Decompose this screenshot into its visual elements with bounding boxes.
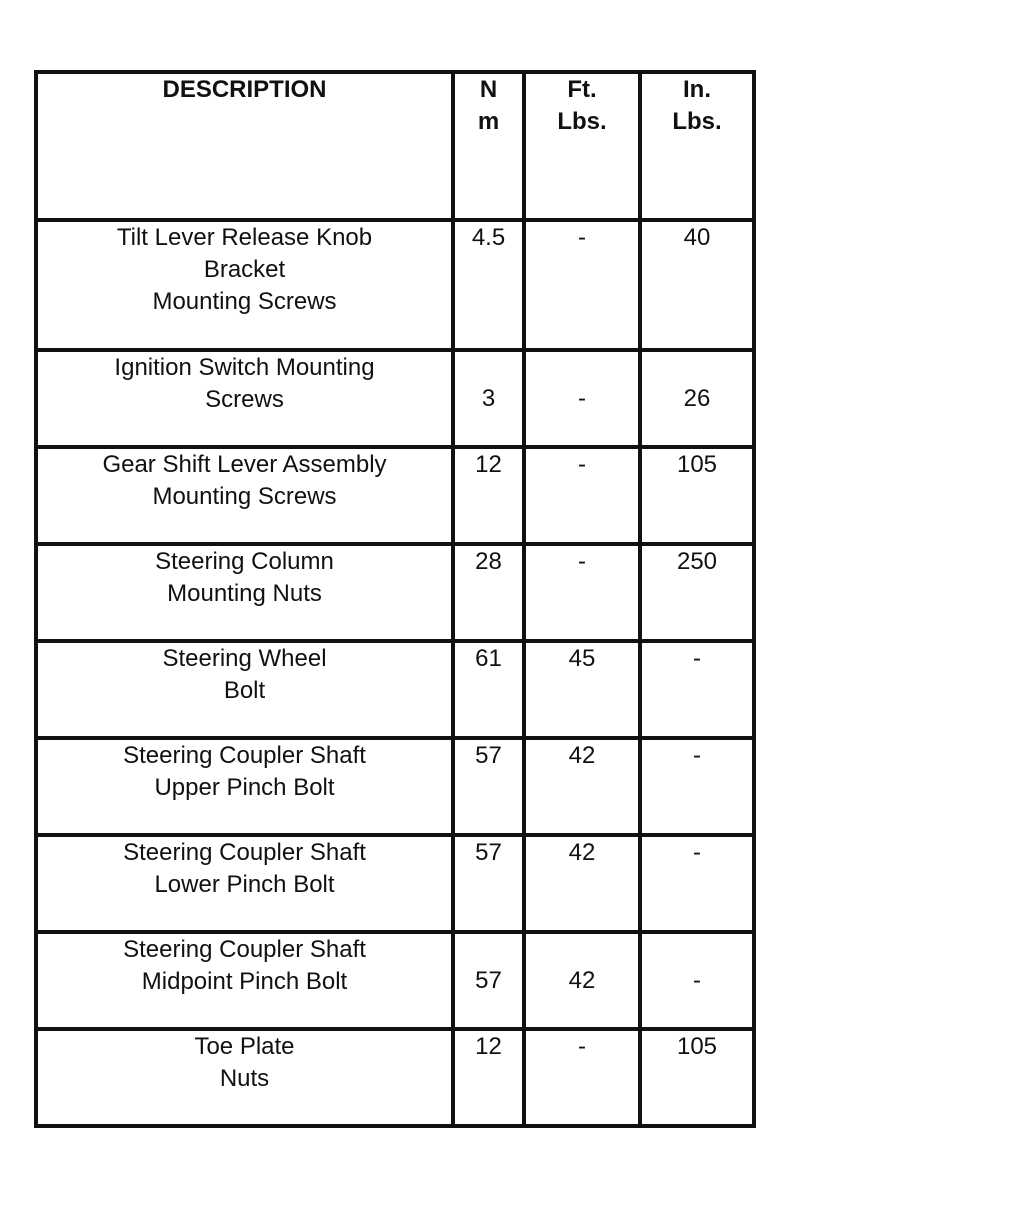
row-ft-lbs-value: 42 xyxy=(524,835,640,932)
row-nm-value: 57 xyxy=(453,738,524,835)
table-row xyxy=(36,835,754,932)
header-in-lbs xyxy=(640,72,754,220)
description-line: Nuts xyxy=(219,1065,270,1092)
description-line: Steering Column xyxy=(155,548,334,575)
description-line: Mounting Screws xyxy=(152,483,337,510)
header-description: DESCRIPTION xyxy=(36,72,453,220)
row-nm-value: 57 xyxy=(453,932,524,1029)
header-nm-line2: m xyxy=(477,108,500,135)
table-row xyxy=(36,1029,754,1126)
row-ft-lbs-value: - xyxy=(524,1029,640,1126)
description-line: Steering Coupler Shaft xyxy=(123,742,366,769)
row-in-lbs-value: 40 xyxy=(640,220,754,350)
row-description xyxy=(36,738,453,835)
row-nm-value: 61 xyxy=(453,641,524,738)
row-in-lbs-value: 105 xyxy=(640,447,754,544)
description-line: Toe Plate xyxy=(194,1033,295,1060)
description-line: Steering Wheel xyxy=(162,645,327,672)
torque-spec-table xyxy=(34,70,756,1128)
row-ft-lbs-value: - xyxy=(524,350,640,447)
row-description xyxy=(36,932,453,1029)
row-ft-lbs-value: - xyxy=(524,220,640,350)
row-nm-value: 57 xyxy=(453,835,524,932)
description-line: Lower Pinch Bolt xyxy=(154,871,335,898)
description-line: Steering Coupler Shaft xyxy=(123,936,366,963)
description-line: Ignition Switch Mounting xyxy=(114,354,375,381)
description-line: Mounting Screws xyxy=(152,288,337,315)
table-row xyxy=(36,447,754,544)
description-line: Upper Pinch Bolt xyxy=(154,774,335,801)
row-description xyxy=(36,220,453,350)
description-line: Tilt Lever Release Knob xyxy=(116,224,373,251)
header-row xyxy=(36,72,754,220)
row-description xyxy=(36,350,453,447)
row-in-lbs-value: - xyxy=(640,932,754,1029)
header-in-line2: Lbs. xyxy=(672,108,722,135)
row-description xyxy=(36,544,453,641)
table-row xyxy=(36,220,754,350)
header-ft-line2: Lbs. xyxy=(557,108,607,135)
row-nm-value: 3 xyxy=(453,350,524,447)
row-in-lbs-value: 250 xyxy=(640,544,754,641)
row-in-lbs-value: - xyxy=(640,835,754,932)
table-row xyxy=(36,738,754,835)
header-ft-lbs xyxy=(524,72,640,220)
row-nm-value: 12 xyxy=(453,1029,524,1126)
description-line: Steering Coupler Shaft xyxy=(123,839,366,866)
row-in-lbs-value: 105 xyxy=(640,1029,754,1126)
row-ft-lbs-value: 42 xyxy=(524,932,640,1029)
row-nm-value: 12 xyxy=(453,447,524,544)
row-nm-value: 4.5 xyxy=(453,220,524,350)
description-line: Midpoint Pinch Bolt xyxy=(141,968,348,995)
row-ft-lbs-value: - xyxy=(524,544,640,641)
row-in-lbs-value: - xyxy=(640,738,754,835)
description-line: Bracket xyxy=(203,256,286,283)
row-in-lbs-value: 26 xyxy=(640,350,754,447)
table-row xyxy=(36,544,754,641)
row-ft-lbs-value: 42 xyxy=(524,738,640,835)
table-row xyxy=(36,932,754,1029)
description-line: Bolt xyxy=(223,677,266,704)
description-line: Mounting Nuts xyxy=(167,580,322,607)
row-ft-lbs-value: - xyxy=(524,447,640,544)
table-row xyxy=(36,350,754,447)
row-nm-value: 28 xyxy=(453,544,524,641)
header-nm-line1: N xyxy=(479,76,498,103)
description-line: Gear Shift Lever Assembly xyxy=(102,451,387,478)
row-description xyxy=(36,1029,453,1126)
row-in-lbs-value: - xyxy=(640,641,754,738)
description-line: Screws xyxy=(205,386,284,413)
table-row xyxy=(36,641,754,738)
row-description xyxy=(36,447,453,544)
header-nm xyxy=(453,72,524,220)
row-description xyxy=(36,641,453,738)
header-in-line1: In. xyxy=(683,76,711,103)
header-ft-line1: Ft. xyxy=(567,76,597,103)
row-ft-lbs-value: 45 xyxy=(524,641,640,738)
row-description xyxy=(36,835,453,932)
